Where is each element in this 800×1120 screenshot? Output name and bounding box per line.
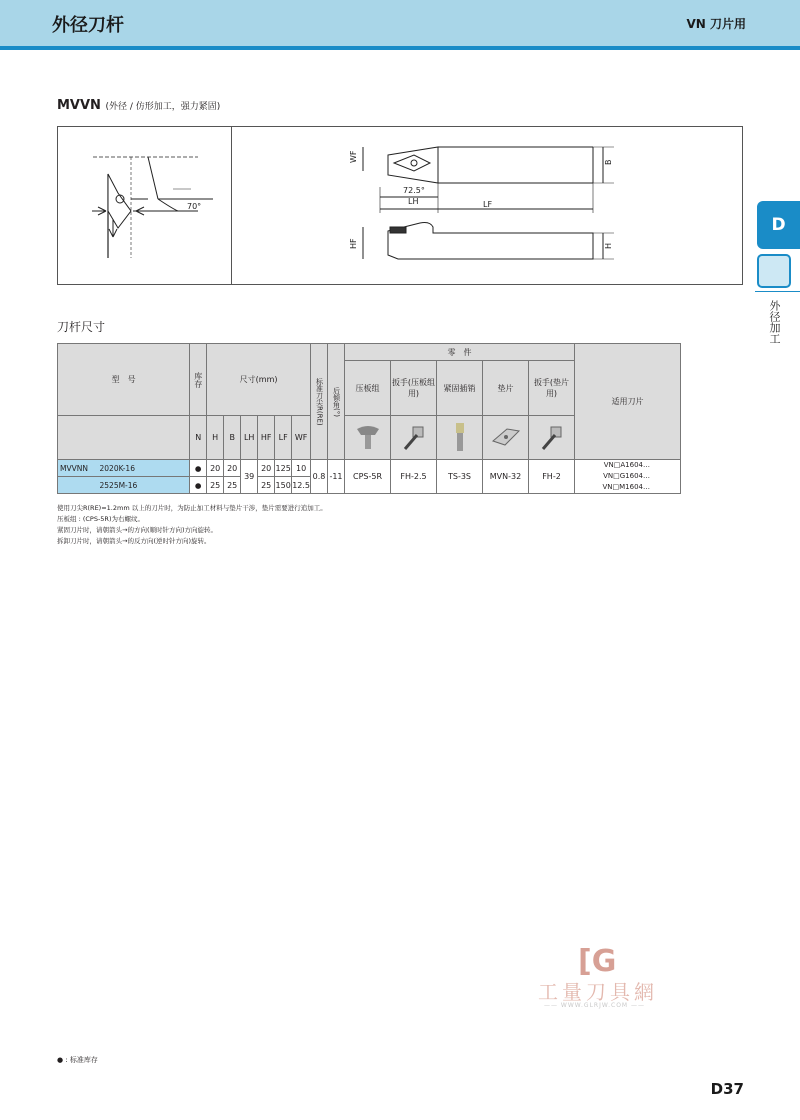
dim-col-h: H (207, 416, 224, 460)
wrench1-cell: FH-2.5 (391, 460, 437, 494)
model-title (57, 98, 220, 113)
dim-col-lh: LH (241, 416, 258, 460)
note-3: 紧固刀片时，请朝箭头→的方向(顺时针方向)方向旋转。 (57, 526, 218, 534)
dim-col-n: N (190, 416, 207, 460)
wf-label: WF (349, 150, 358, 163)
header-stock: 库存 (190, 344, 207, 416)
dim-col-hf: HF (258, 416, 275, 460)
page-header (0, 0, 800, 50)
side-category-label: 外径加工 (768, 300, 781, 344)
section-title: 刀杆尺寸 (57, 320, 106, 334)
header-model: 型 号 (58, 344, 190, 416)
pin-cell: TS-3S (437, 460, 483, 494)
header-wrench1: 扳手(压板组用) (391, 361, 437, 416)
shim-icon (483, 416, 529, 460)
inserts-cell: VN□A1604… VN□G1604… VN□M1604… (575, 460, 681, 494)
angle-cell: -11 (328, 460, 345, 494)
h-cell: 20 (207, 460, 224, 477)
h-cell: 25 (207, 477, 224, 494)
clamp-icon (345, 416, 391, 460)
wrench-icon (391, 416, 437, 460)
header-parts: 零 件 (345, 344, 575, 361)
tool-diagram-box (57, 126, 743, 285)
legend: ● : 标准库存 (57, 1056, 98, 1064)
lf-label: LF (483, 200, 493, 209)
dim-col-wf: WF (292, 416, 311, 460)
watermark-url: —— WWW.GLRJW.COM —— (544, 1002, 646, 1009)
hf-cell: 25 (258, 477, 275, 494)
angle-72-label: 72.5° (403, 186, 425, 195)
watermark-name: 工量刀具網 (538, 980, 658, 1004)
header-pin: 紧固插销 (437, 361, 483, 416)
shim-cell: MVN-32 (483, 460, 529, 494)
header-inserts: 适用刀片 (575, 344, 681, 460)
header-re: 标准刀尖R(RE) (311, 344, 328, 460)
page-subtitle: VN 刀片用 (686, 17, 746, 31)
section-tab-d[interactable]: D (757, 201, 800, 249)
wrench2-icon (529, 416, 575, 460)
re-cell: 0.8 (311, 460, 328, 494)
hf-label: HF (349, 238, 358, 249)
header-shim: 垫片 (483, 361, 529, 416)
model-cell: 2525M-16 (98, 477, 190, 494)
watermark (538, 944, 666, 1010)
angle-70-label: 70° (187, 202, 202, 211)
lf-cell: 150 (275, 477, 292, 494)
model-code: MVVN (57, 98, 101, 113)
wf-cell: 10 (292, 460, 311, 477)
note-2: 压板组 : (CPS-5R)为右螺纹。 (57, 515, 144, 523)
header-clamp: 压板组 (345, 361, 391, 416)
h-label: H (604, 242, 613, 249)
series-label: MVVNN (58, 460, 98, 477)
turning-icon (757, 254, 791, 288)
wrench2-cell: FH-2 (529, 460, 575, 494)
table-row (58, 460, 681, 477)
clamp-cell: CPS-5R (345, 460, 391, 494)
b-label: B (604, 159, 613, 165)
header-angle: 后倾角(°) (328, 344, 345, 460)
lf-cell: 125 (275, 460, 292, 477)
tool-diagram (58, 127, 744, 286)
dim-col-b: B (224, 416, 241, 460)
stock-cell: ● (190, 477, 207, 494)
model-description: (外径 / 仿形加工，强力紧固) (105, 102, 221, 112)
header-dimensions: 尺寸(mm) (207, 344, 311, 416)
side-divider (755, 291, 800, 292)
b-cell: 20 (224, 460, 241, 477)
page-number: D37 (710, 1080, 744, 1098)
dim-col-lf: LF (275, 416, 292, 460)
lh-cell: 39 (241, 460, 258, 494)
page-title: 外径刀杆 (52, 15, 124, 36)
stock-cell: ● (190, 460, 207, 477)
watermark-logo: [G (578, 944, 617, 979)
wf-cell: 12.5 (292, 477, 311, 494)
hf-cell: 20 (258, 460, 275, 477)
header-model-spacer (58, 416, 190, 460)
notes (57, 503, 327, 547)
note-1: 使用刀尖R(RE)=1.2mm 以上的刀片时，为防止加工材料与垫片干涉，垫片需要进行追加工。 (57, 504, 327, 512)
note-4: 拆卸刀片时，请朝箭头→的反方向(逆时针方向)旋转。 (57, 537, 211, 545)
side-view (363, 223, 614, 260)
lh-label: LH (408, 197, 419, 206)
pin-icon (437, 416, 483, 460)
spec-table (57, 343, 681, 494)
header-wrench2: 扳手(垫片用) (529, 361, 575, 416)
b-cell: 25 (224, 477, 241, 494)
model-cell: 2020K-16 (98, 460, 190, 477)
